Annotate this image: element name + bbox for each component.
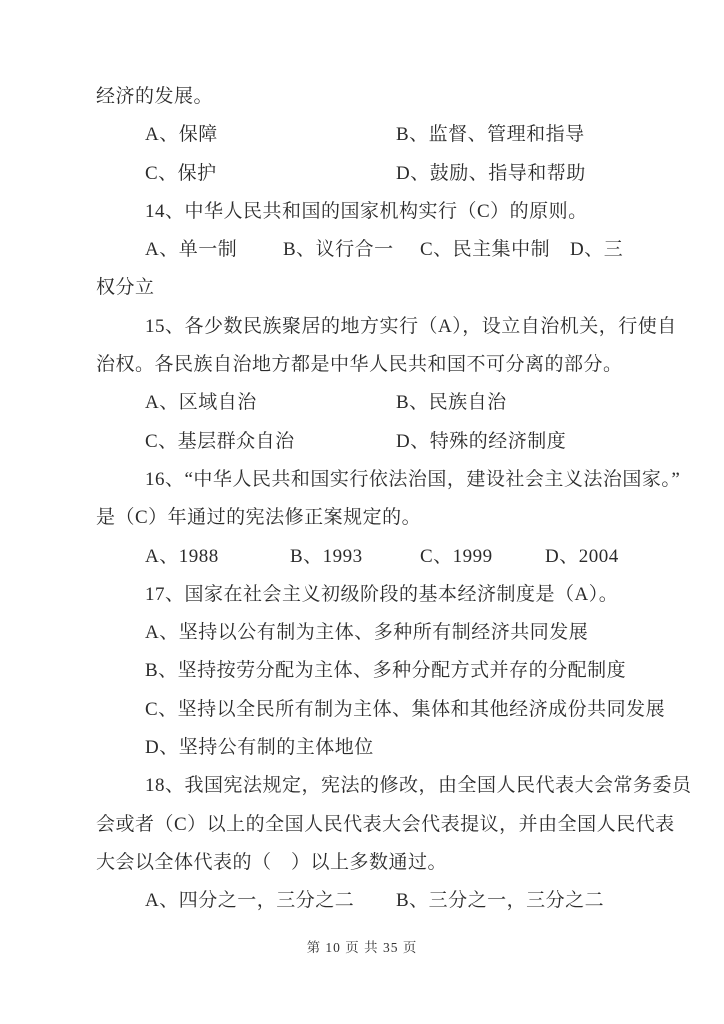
q17-option-d: D、坚持公有制的主体地位	[145, 737, 374, 759]
q16-option-a: A、1988	[145, 545, 219, 567]
q15-option-b: B、民族自治	[396, 392, 507, 414]
q15-stem-line-2: 治权。各民族自治地方都是中华人民共和国不可分离的部分。	[96, 354, 623, 376]
q18-options-row	[96, 882, 630, 920]
q14-option-b: B、议行合一	[283, 239, 394, 261]
q17-stem: 17、国家在社会主义初级阶段的基本经济制度是（A）。	[145, 583, 619, 605]
q16-options-row	[96, 538, 630, 576]
q16-option-c: C、1999	[420, 545, 493, 567]
q17-option-a: A、坚持以公有制为主体、多种所有制经济共同发展	[145, 622, 589, 644]
page-footer	[0, 938, 724, 958]
q17-option-b: B、坚持按劳分配为主体、多种分配方式并存的分配制度	[145, 660, 627, 682]
q18-stem-line-3: 大会以全体代表的（ ）以上多数通过。	[96, 851, 448, 873]
q13-option-c: C、保护	[145, 162, 217, 184]
q15-stem-line-1: 15、各少数民族聚居的地方实行（A），设立自治机关，行使自	[145, 315, 677, 337]
document-content	[96, 78, 692, 921]
q18-stem-line-1: 18、我国宪法规定，宪法的修改，由全国人民代表大会常务委员	[145, 775, 692, 797]
q14-stem: 14、中华人民共和国的国家机构实行（C）的原则。	[145, 200, 588, 222]
q18-stem-line-2: 会或者（C）以上的全国人民代表大会代表提议，并由全国人民代表	[96, 813, 675, 835]
q14-option-d: D、三	[570, 239, 624, 261]
q13-options-row-2	[96, 155, 630, 193]
q16-stem-line-2: 是（C）年通过的宪法修正案规定的。	[96, 507, 422, 529]
q15-options-row-1	[96, 384, 630, 422]
q14-option-a: A、单一制	[145, 239, 238, 261]
q13-option-b: B、监督、管理和指导	[396, 124, 585, 146]
page-number: 第 10 页 共 35 页	[306, 940, 418, 955]
q14-option-c: C、民主集中制	[420, 239, 551, 261]
q16-stem-line-1: 16、“中华人民共和国实行依法治国，建设社会主义法治国家。”	[145, 468, 681, 490]
q13-option-a: A、保障	[145, 124, 218, 146]
q14-options-row	[96, 231, 630, 269]
q15-option-a: A、区域自治	[145, 392, 257, 414]
q18-option-a: A、四分之一，三分之二	[145, 890, 355, 912]
q18-option-b: B、三分之一，三分之二	[396, 890, 605, 912]
q13-stem-continuation: 经济的发展。	[96, 86, 214, 107]
q15-options-row-2	[96, 423, 630, 461]
q16-option-b: B、1993	[290, 545, 363, 567]
q13-option-d: D、鼓励、指导和帮助	[396, 162, 586, 184]
q16-option-d: D、2004	[545, 545, 619, 567]
q14-option-d-continuation: 权分立	[96, 277, 155, 299]
q15-option-d: D、特殊的经济制度	[396, 430, 567, 452]
q13-options-row-1	[96, 116, 630, 154]
q17-option-c: C、坚持以全民所有制为主体、集体和其他经济成份共同发展	[145, 698, 666, 720]
q15-option-c: C、基层群众自治	[145, 430, 295, 452]
